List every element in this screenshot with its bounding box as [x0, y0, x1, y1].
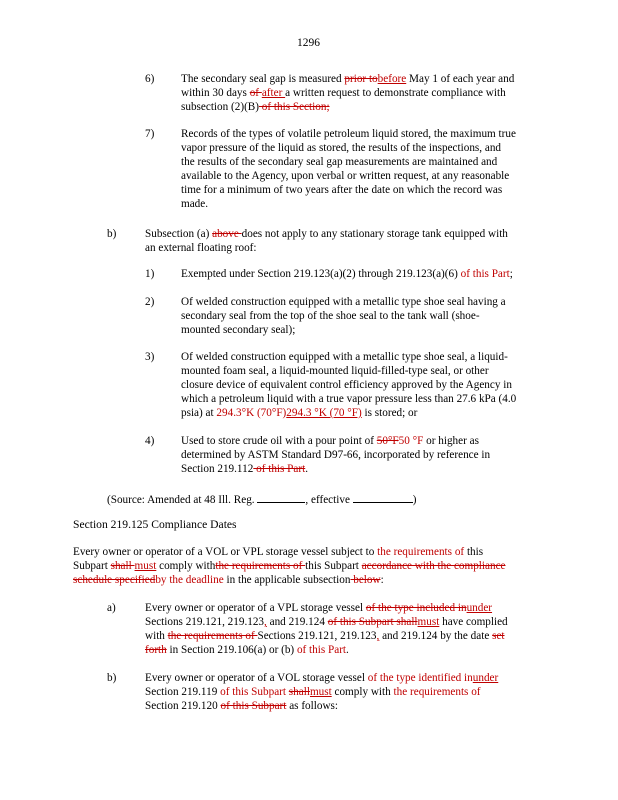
item-b2-line-2: secondary seal from the top of the shoe seal to the tank wall (shoe- [181, 310, 480, 322]
item-b1-line-1: Exempted under Section 219.123(a)(2) through 219.123(a)(6) of this Part; [181, 268, 513, 280]
compliance-a-line-4: forth in Section 219.106(a) or (b) of this Part. [145, 644, 349, 656]
item-7-line-6: made. [181, 198, 209, 210]
item-b4-line-3: Section 219.112 of this Part. [181, 463, 309, 475]
item-b3-line-2: mounted foam seal, a liquid-mounted liquid-filled-type seal, or other [181, 365, 489, 377]
item-7-line-3: the results of the secondary seal gap measurements are maintained and [181, 156, 498, 168]
section-heading: Section 219.125 Compliance Dates [73, 518, 237, 531]
compliance-a-line-3: with the requirements of Sections 219.121, 219.123, and 219.124 by the date set [145, 630, 505, 642]
item-6-label: 6) [145, 73, 155, 85]
item-b3-label: 3) [145, 351, 155, 363]
item-7-line-4: available to the Agency, upon verbal or written request, at any reasonable [181, 170, 510, 182]
intro-line-1: Every owner or operator of a VOL or VPL storage vessel subject to the requirements of this [73, 546, 484, 558]
item-7-line-5: time for a minimum of two years after the date on which the record was [181, 184, 503, 196]
intro-line-2: Subpart shall must comply withthe requirements of this Subpart accordance with the compliance [73, 560, 506, 572]
item-b4-label: 4) [145, 435, 155, 447]
compliance-b-line-1: Every owner or operator of a VOL storage vessel of the type identified inunder [145, 672, 499, 684]
item-7-line-1: Records of the types of volatile petroleum liquid stored, the maximum true [181, 128, 516, 140]
compliance-b-label: b) [107, 672, 117, 684]
item-b4-line-2: determined by ASTM Standard D97-66, incorporated by reference in [181, 449, 491, 461]
item-b2-label: 2) [145, 296, 155, 308]
item-7-line-2: vapor pressure of the liquid as stored, the results of the inspections, and [181, 142, 502, 154]
item-6-line-3: subsection (2)(B) of this Section; [181, 101, 330, 113]
item-b2-line-3: mounted secondary seal); [181, 324, 296, 336]
item-b2-line-1: Of welded construction equipped with a metallic type shoe seal having a [181, 296, 506, 308]
intro-line-3: schedule specifiedby the deadline in the applicable subsection below: [73, 574, 384, 586]
item-b1-label: 1) [145, 268, 155, 280]
item-b4-line-1: Used to store crude oil with a pour point of 50°F50 °F or higher as [181, 435, 479, 447]
item-6-line-2: within 30 days of after a written request to demonstrate compliance with [181, 87, 506, 99]
compliance-a-line-1: Every owner or operator of a VPL storage vessel of the type included inunder [145, 602, 493, 614]
item-b3-line-5: psia) at 294.3°K (70°F)294.3 °K (70 °F) is stored; or [181, 407, 418, 419]
page-number: 1296 [297, 37, 320, 49]
compliance-a-label: a) [107, 602, 116, 614]
item-b3-line-3: closure device of equivalent control efficiency approved by the Agency in [181, 379, 512, 391]
subsection-b-label: b) [107, 228, 117, 240]
item-7-label: 7) [145, 128, 155, 140]
subsection-b-line-2: an external floating roof: [145, 242, 257, 254]
effective-blank [353, 492, 413, 503]
item-6-line-1: The secondary seal gap is measured prior tobefore May 1 of each year and [181, 73, 515, 85]
compliance-b-line-2: Section 219.119 of this Subpart shallmust comply with the requirements of [145, 686, 481, 698]
compliance-a-line-2: Sections 219.121, 219.123, and 219.124 of this Subpart shallmust have complied [145, 616, 508, 628]
compliance-b-line-3: Section 219.120 of this Subpart as follows: [145, 700, 338, 712]
subsection-b-line-1: Subsection (a) above does not apply to any stationary storage tank equipped with [145, 228, 508, 240]
source-note: (Source: Amended at 48 Ill. Reg. , effective ) [107, 494, 417, 506]
item-b3-line-1: Of welded construction equipped with a metallic type shoe seal, a liquid- [181, 351, 508, 363]
reg-blank [257, 492, 305, 503]
item-b3-line-4: which a petroleum liquid with a true vapor pressure less than 27.6 kPa (4.0 [181, 393, 517, 405]
